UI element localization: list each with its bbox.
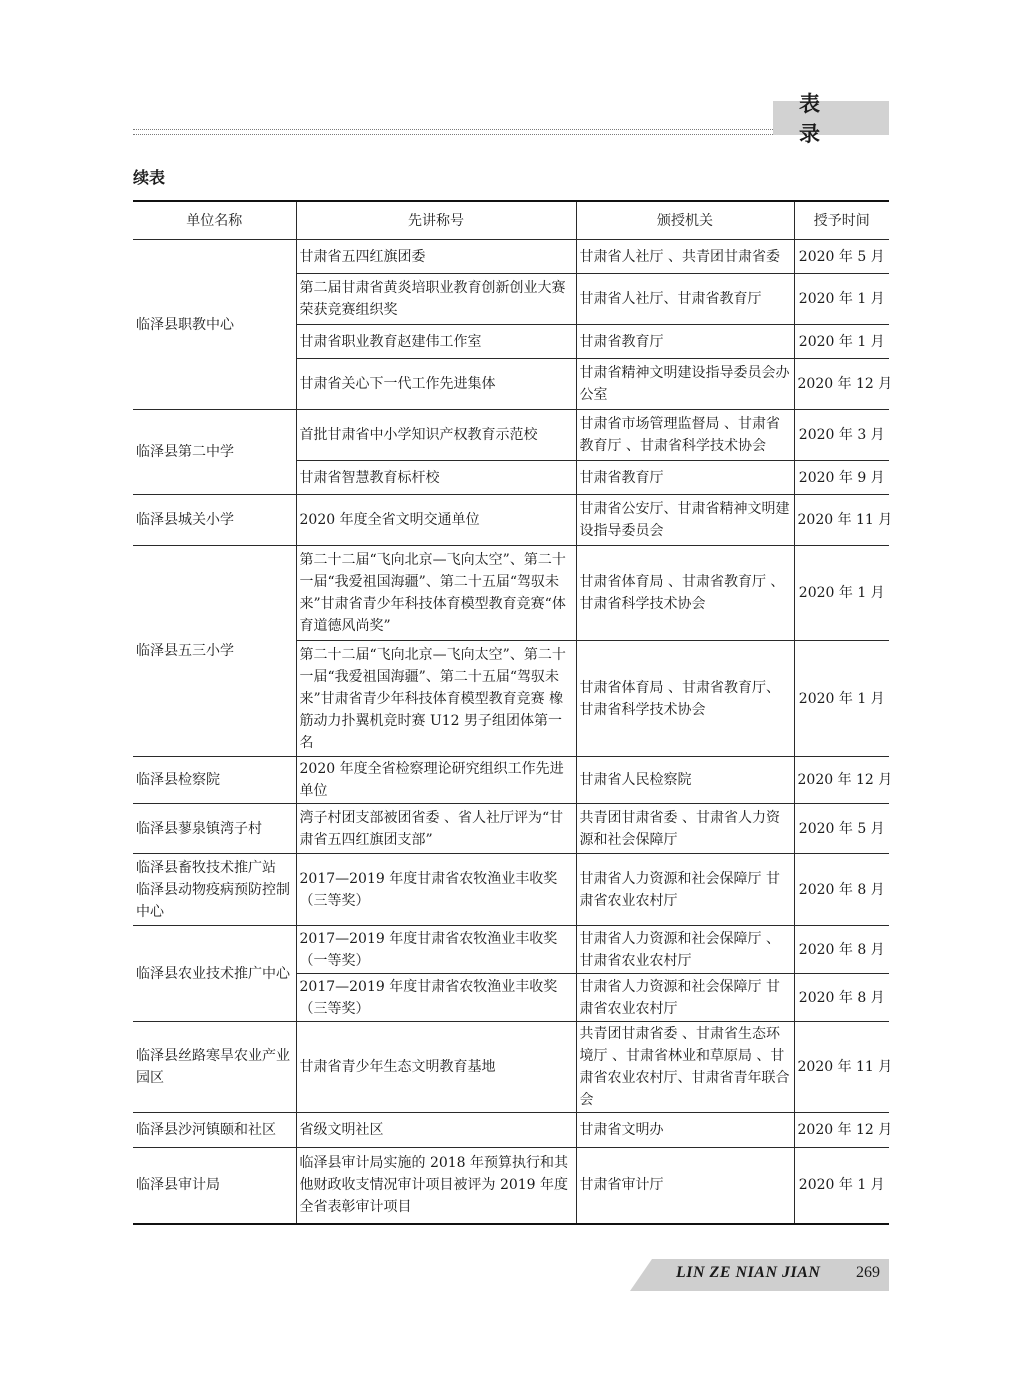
authority-cell: 甘肃省教育厅: [576, 461, 794, 495]
unit-cell: 临泽县职教中心: [133, 240, 296, 410]
unit-cell: 临泽县城关小学: [133, 495, 296, 546]
title-cell: 第二届甘肃省黄炎培职业教育创新创业大赛荣获竞赛组织奖: [296, 274, 576, 325]
title-cell: 甘肃省智慧教育标杆校: [296, 461, 576, 495]
date-cell: 2020 年 9 月: [794, 461, 889, 495]
date-cell: 2020 年 12 月: [794, 757, 889, 804]
date-cell: 2020 年 12 月: [794, 359, 889, 410]
authority-cell: 共青团甘肃省委 、甘肃省生态环境厅 、甘肃省林业和草原局 、甘肃省农业农村厅、甘肃省青年联合会: [576, 1022, 794, 1113]
table-row: [133, 1113, 889, 1148]
unit-cell: 临泽县第二中学: [133, 410, 296, 495]
authority-cell: 共青团甘肃省委 、甘肃省人力资源和社会保障厅: [576, 804, 794, 854]
authority-cell: 甘肃省公安厅、甘肃省精神文明建设指导委员会: [576, 495, 794, 546]
title-cell: 第二十二届“飞向北京—飞向太空”、第二十一届“我爱祖国海疆”、第二十五届“驾驭未来”甘肃省青少年科技体育模型教育竞赛 橡筋动力扑翼机竞时赛 U12 男子组团体第一名: [296, 641, 576, 757]
date-cell: 2020 年 5 月: [794, 240, 889, 274]
title-cell: 2017—2019 年度甘肃省农牧渔业丰收奖（三等奖）: [296, 854, 576, 926]
page-number: 269: [856, 1264, 880, 1281]
title-cell: 首批甘肃省中小学知识产权教育示范校: [296, 410, 576, 461]
title-cell: 甘肃省关心下一代工作先进集体: [296, 359, 576, 410]
header-rule: [133, 129, 773, 135]
authority-cell: 甘肃省教育厅: [576, 325, 794, 359]
column-header-unit: 单位名称: [133, 201, 296, 240]
authority-cell: 甘肃省人民检察院: [576, 757, 794, 804]
title-cell: 湾子村团支部被团省委 、省人社厅评为“甘肃省五四红旗团支部”: [296, 804, 576, 854]
table-row: [133, 1022, 889, 1113]
table-row: [133, 804, 889, 854]
date-cell: 2020 年 1 月: [794, 641, 889, 757]
honors-table: [133, 200, 893, 1225]
date-cell: 2020 年 8 月: [794, 974, 889, 1022]
column-header-title: 先讲称号: [296, 201, 576, 240]
title-cell: 甘肃省职业教育赵建伟工作室: [296, 325, 576, 359]
unit-cell: 临泽县畜牧技术推广站 临泽县动物疫病预防控制中心: [133, 854, 296, 926]
authority-cell: 甘肃省市场管理监督局 、甘肃省教育厅 、甘肃省科学技术协会: [576, 410, 794, 461]
unit-cell: 临泽县审计局: [133, 1148, 296, 1224]
table-row: [133, 926, 889, 974]
date-cell: 2020 年 1 月: [794, 1148, 889, 1224]
authority-cell: 甘肃省体育局 、甘肃省教育厅、甘肃省科学技术协会: [576, 641, 794, 757]
title-cell: 2017—2019 年度甘肃省农牧渔业丰收奖（一等奖）: [296, 926, 576, 974]
title-cell: 第二十二届“飞向北京—飞向太空”、第二十一届“我爱祖国海疆”、第二十五届“驾驭未来”甘肃省青少年科技体育模型教育竞赛“体育道德风尚奖”: [296, 546, 576, 641]
column-header-authority: 颁授机关: [576, 201, 794, 240]
title-cell: 临泽县审计局实施的 2018 年预算执行和其他财政收支情况审计项目被评为 2019 年度全省表彰审计项目: [296, 1148, 576, 1224]
authority-cell: 甘肃省人力资源和社会保障厅 甘肃省农业农村厅: [576, 974, 794, 1022]
table-header-row: [133, 201, 889, 240]
unit-cell: 临泽县沙河镇颐和社区: [133, 1113, 296, 1148]
authority-cell: 甘肃省体育局 、甘肃省教育厅 、甘肃省科学技术协会: [576, 546, 794, 641]
unit-cell: 临泽县五三小学: [133, 546, 296, 757]
title-cell: 甘肃省青少年生态文明教育基地: [296, 1022, 576, 1113]
date-cell: 2020 年 5 月: [794, 804, 889, 854]
authority-cell: 甘肃省人社厅 、共青团甘肃省委: [576, 240, 794, 274]
running-title: LIN ZE NIAN JIAN: [676, 1264, 821, 1281]
authority-cell: 甘肃省精神文明建设指导委员会办公室: [576, 359, 794, 410]
authority-cell: 甘肃省人力资源和社会保障厅 甘肃省农业农村厅: [576, 854, 794, 926]
authority-cell: 甘肃省人力资源和社会保障厅 、甘肃省农业农村厅: [576, 926, 794, 974]
table-row: [133, 546, 889, 641]
table-row: [133, 495, 889, 546]
unit-cell: 临泽县检察院: [133, 757, 296, 804]
authority-cell: 甘肃省人社厅、甘肃省教育厅: [576, 274, 794, 325]
date-cell: 2020 年 1 月: [794, 546, 889, 641]
table-row: [133, 240, 889, 274]
date-cell: 2020 年 8 月: [794, 926, 889, 974]
title-cell: 甘肃省五四红旗团委: [296, 240, 576, 274]
title-cell: 2020 年度全省文明交通单位: [296, 495, 576, 546]
table-row: [133, 1148, 889, 1224]
authority-cell: 甘肃省审计厅: [576, 1148, 794, 1224]
date-cell: 2020 年 12 月: [794, 1113, 889, 1148]
unit-cell: 临泽县蓼泉镇湾子村: [133, 804, 296, 854]
title-cell: 省级文明社区: [296, 1113, 576, 1148]
date-cell: 2020 年 8 月: [794, 854, 889, 926]
continued-label: 续表: [133, 168, 166, 187]
table-row: [133, 854, 889, 926]
title-cell: 2020 年度全省检察理论研究组织工作先进单位: [296, 757, 576, 804]
date-cell: 2020 年 11 月: [794, 495, 889, 546]
column-header-date: 授予时间: [794, 201, 889, 240]
unit-cell: 临泽县农业技术推广中心: [133, 926, 296, 1022]
table-row: [133, 757, 889, 804]
date-cell: 2020 年 11 月: [794, 1022, 889, 1113]
date-cell: 2020 年 1 月: [794, 325, 889, 359]
authority-cell: 甘肃省文明办: [576, 1113, 794, 1148]
table-row: [133, 410, 889, 461]
date-cell: 2020 年 1 月: [794, 274, 889, 325]
title-cell: 2017—2019 年度甘肃省农牧渔业丰收奖（三等奖）: [296, 974, 576, 1022]
date-cell: 2020 年 3 月: [794, 410, 889, 461]
section-tab: 表 录: [773, 101, 889, 135]
unit-cell: 临泽县丝路寒旱农业产业园区: [133, 1022, 296, 1113]
